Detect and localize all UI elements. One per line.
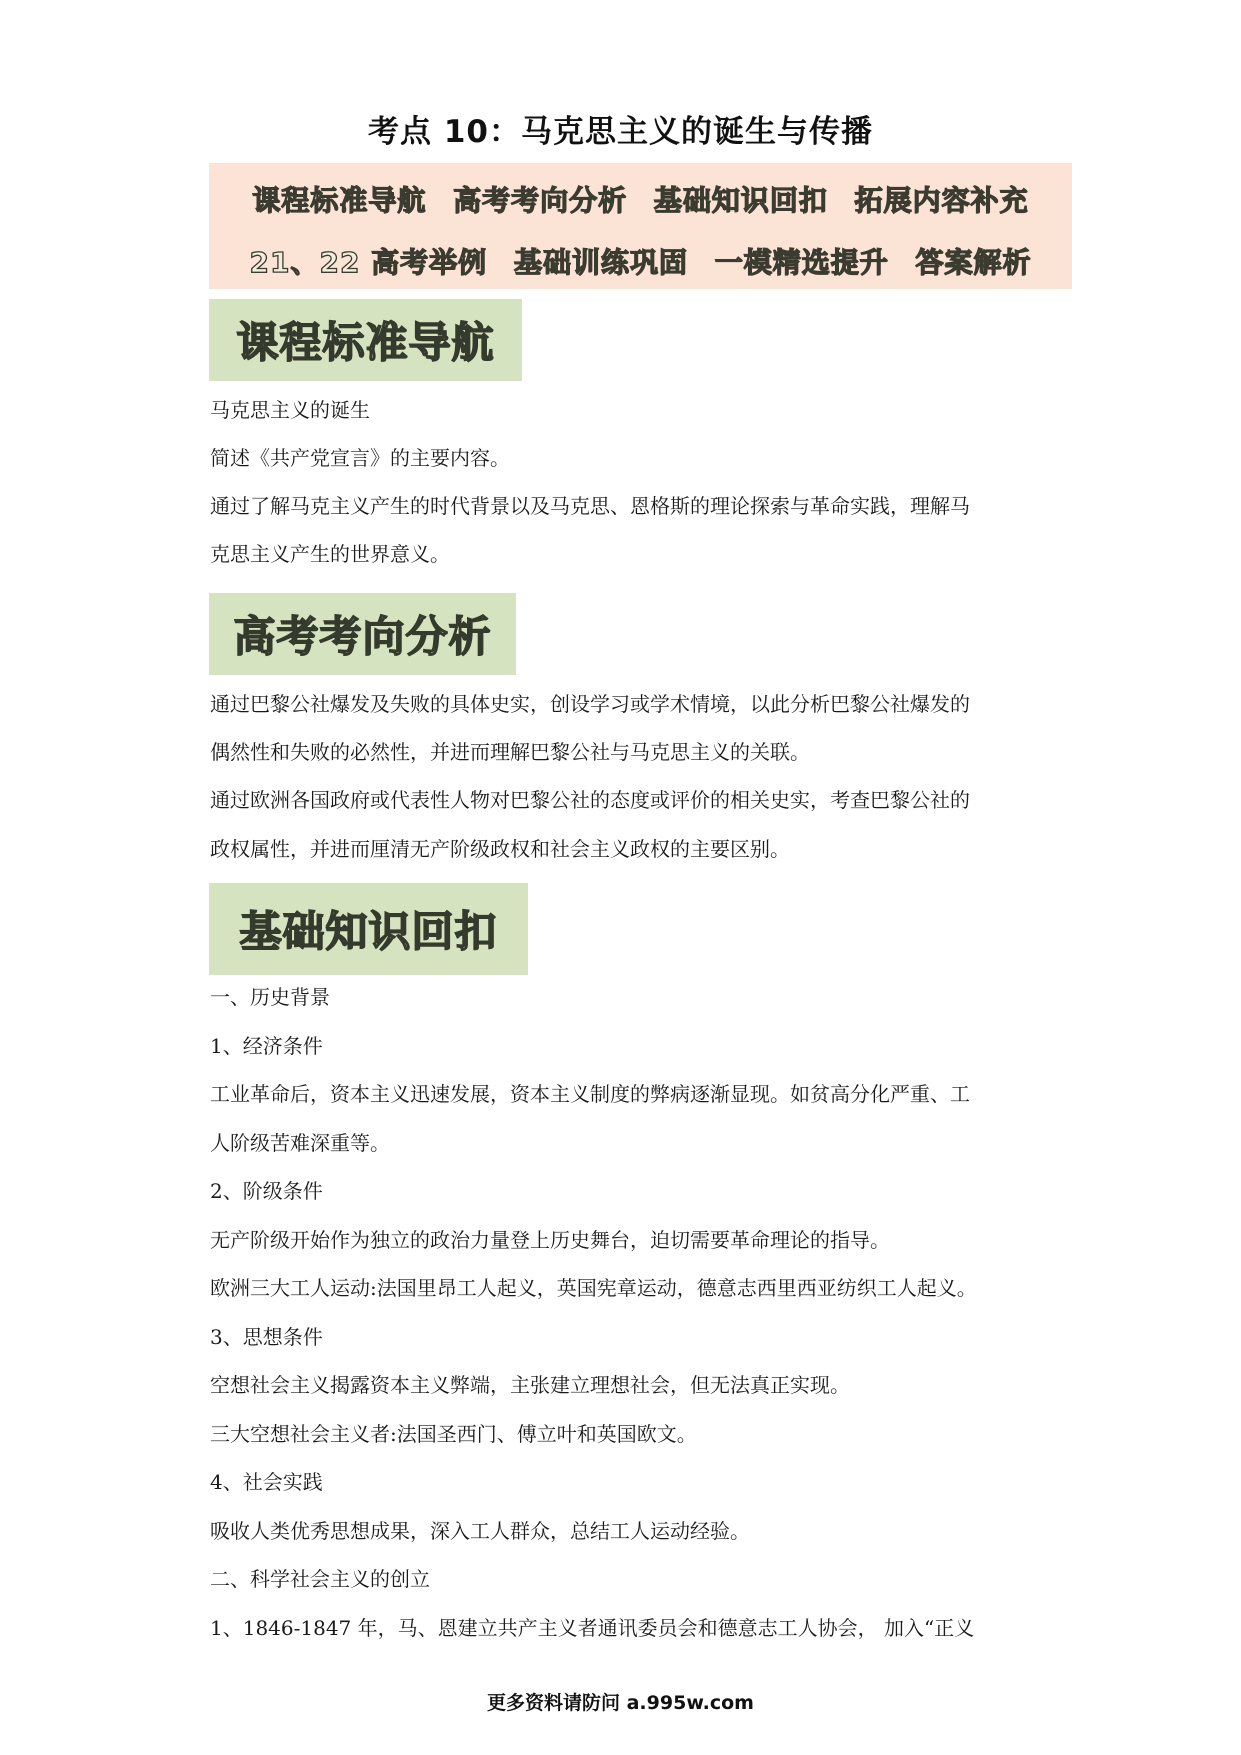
analysis-line: 通过巴黎公社爆发及失败的具体史实，创设学习或学术情境，以此分析巴黎公社爆发的 xyxy=(210,692,970,716)
basics-line: 工业革命后，资本主义迅速发展，资本主义制度的弊病逐渐显现。如贫高分化严重、工 xyxy=(210,1082,970,1106)
analysis-line: 政权属性，并进而厘清无产阶级政权和社会主义政权的主要区别。 xyxy=(210,837,790,861)
curriculum-line: 马克思主义的诞生 xyxy=(210,398,370,422)
analysis-line: 偶然性和失败的必然性，并进而理解巴黎公社与马克思主义的关联。 xyxy=(210,740,810,764)
page-title: 考点 10：马克思主义的诞生与传播 xyxy=(368,114,873,150)
curriculum-line: 简述《共产党宣言》的主要内容。 xyxy=(210,446,510,470)
nav-item-extension[interactable]: 拓展内容补充 xyxy=(854,184,1029,217)
basics-line: 3、思想条件 xyxy=(210,1325,323,1349)
nav-item-curriculum[interactable]: 课程标准导航 xyxy=(252,184,427,217)
basics-line: 无产阶级开始作为独立的政治力量登上历史舞台，迫切需要革命理论的指导。 xyxy=(210,1228,890,1252)
basics-line: 欧洲三大工人运动:法国里昂工人起义，英国宪章运动，德意志西里西亚纺织工人起义。 xyxy=(210,1276,977,1300)
analysis-line: 通过欧洲各国政府或代表性人物对巴黎公社的态度或评价的相关史实，考查巴黎公社的 xyxy=(210,788,970,812)
nav-row-2 xyxy=(209,241,1072,281)
nav-item-exam-examples[interactable]: 21、22 高考举例 xyxy=(249,246,488,279)
footer-link-text[interactable]: 更多资料请防问 a.995w.com xyxy=(487,1692,754,1714)
nav-item-analysis[interactable]: 高考考向分析 xyxy=(453,184,628,217)
basics-line: 空想社会主义揭露资本主义弊端，主张建立理想社会，但无法真正实现。 xyxy=(210,1373,850,1397)
basics-line: 1、1846-1847 年，马、恩建立共产主义者通讯委员会和德意志工人协会， 加入“正义 xyxy=(210,1616,975,1640)
nav-row-1 xyxy=(209,179,1072,219)
basics-line: 三大空想社会主义者:法国圣西门、傅立叶和英国欧文。 xyxy=(210,1422,697,1446)
basics-line: 吸收人类优秀思想成果，深入工人群众，总结工人运动经验。 xyxy=(210,1519,750,1543)
curriculum-line: 通过了解马克主义产生的时代背景以及马克思、恩格斯的理论探索与革命实践，理解马 xyxy=(210,494,970,518)
nav-item-answers[interactable]: 答案解析 xyxy=(915,246,1032,279)
section-badge-curriculum: 课程标准导航 xyxy=(209,299,522,381)
section-navigation xyxy=(209,163,1072,289)
basics-line: 人阶级苦难深重等。 xyxy=(210,1131,390,1155)
section-badge-analysis: 高考考向分析 xyxy=(209,593,516,675)
basics-line: 二、科学社会主义的创立 xyxy=(210,1567,430,1591)
basics-line: 一、历史背景 xyxy=(210,985,330,1009)
basics-line: 2、阶级条件 xyxy=(210,1179,323,1203)
curriculum-line: 克思主义产生的世界意义。 xyxy=(210,542,450,566)
nav-item-basic-training[interactable]: 基础训练巩固 xyxy=(513,246,688,279)
basics-line: 1、经济条件 xyxy=(210,1034,323,1058)
basics-line: 4、社会实践 xyxy=(210,1470,323,1494)
nav-item-basics[interactable]: 基础知识回扣 xyxy=(653,184,828,217)
nav-item-mock-selection[interactable]: 一模精选提升 xyxy=(714,246,889,279)
section-badge-basics: 基础知识回扣 xyxy=(209,883,528,975)
